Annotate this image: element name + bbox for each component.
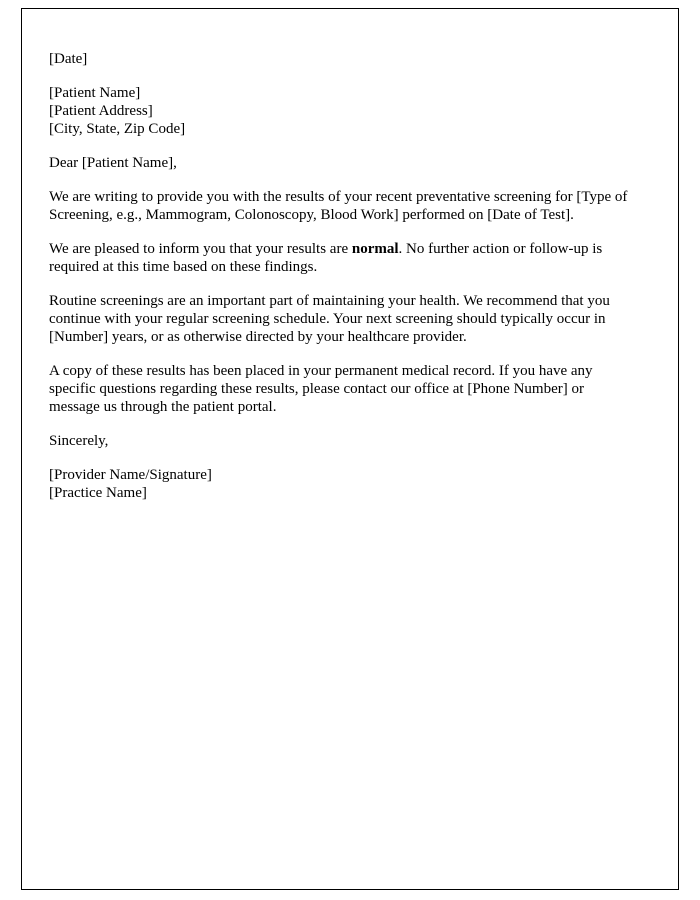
results-text-before: We are pleased to inform you that your results are (49, 241, 352, 257)
provider-signature: [Provider Name/Signature] (49, 467, 212, 483)
paragraph-screening-intro: We are writing to provide you with the results of your recent preventative screening for [Type of Screening, e.g., Mammogram, Colonoscopy, Blood Work] performed on [Date of Test]. (49, 189, 628, 223)
salutation: Dear [Patient Name], (49, 155, 177, 171)
recipient-address-block (49, 84, 633, 138)
recipient-address: [Patient Address] (49, 103, 153, 119)
practice-name: [Practice Name] (49, 485, 147, 501)
recipient-name: [Patient Name] (49, 85, 141, 101)
letter-body (22, 9, 678, 502)
recipient-city-state-zip: [City, State, Zip Code] (49, 121, 186, 137)
results-text-after: . No further action or follow-up is required at this time based on these findings. (49, 241, 603, 275)
paragraph-routine-screenings: Routine screenings are an important part of maintaining your health. We recommend that you continue with your regular screening schedule. Your next screening should typically occur in [Number] years, or as otherwise directed by your healthcare provider. (49, 293, 610, 345)
signature-block (49, 466, 633, 502)
closing: Sincerely, (49, 433, 109, 449)
paragraph-records-contact: A copy of these results has been placed in your permanent medical record. If you have any specific questions regarding these results, please contact our office at [Phone Number] or message us through the patient portal. (49, 363, 593, 415)
paragraph-results (49, 240, 633, 276)
letter-date: [Date] (49, 51, 88, 67)
results-normal-bold: normal (351, 241, 399, 257)
letter-page (21, 8, 679, 890)
